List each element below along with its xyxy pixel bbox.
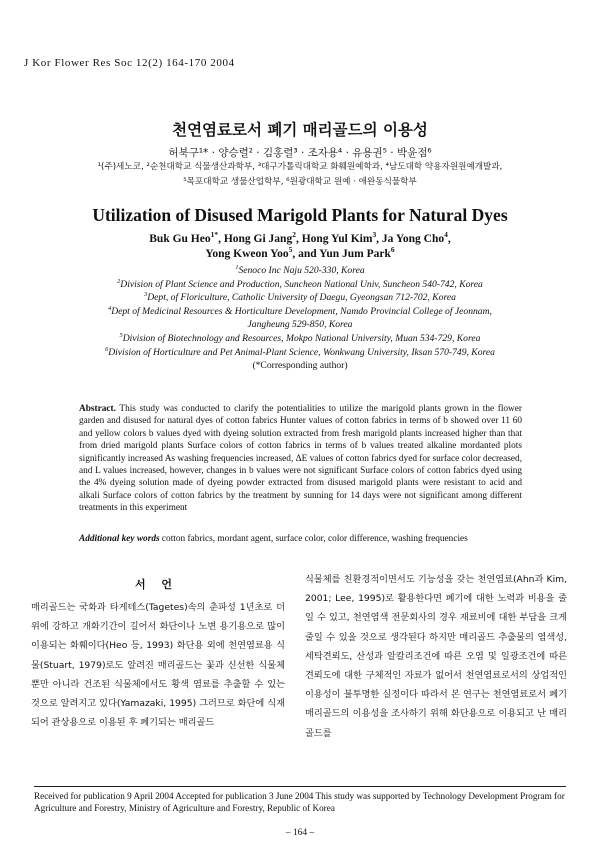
korean-authors: 허북구¹* · 양승렬² · 김홍렬³ · 조자용⁴ · 유용권⁵ · 박윤점⁶ <box>168 147 432 159</box>
page-number: – 164 – <box>285 828 315 838</box>
author-name: Hong Gi Jang <box>223 233 293 245</box>
author-line-2 <box>0 247 600 262</box>
section-heading: 서 언 <box>134 578 179 591</box>
abstract <box>79 403 522 515</box>
body-column-left: 매리골드는 국화과 타게테스(Tagetes)속의 춘파성 1년초로 더위에 강하고 개화기간이 길어서 화단이나 노변 용기용으로 많이 이용되는 화훼이다(Heo 등, 1993) 화단용 외에 천연염료용 식물(Stuart, 1979)로도 알려진 매리골드는 꽃과 신선한 식물체뿐만 아니라 건조된 식물체에서도 황색 염료를 추출할 수 있는 것으로 알려지고 있다(Yamazaki, 1995) 그러므로 화단에 식재되어 관상용으로 이용된 후 폐기되는 매리골드 <box>31 602 285 729</box>
author-sep: , <box>218 233 224 245</box>
author-name: Yong Kweon Yoo <box>205 248 289 260</box>
author-sup: 1* <box>210 230 219 240</box>
author-sup: 6 <box>390 245 395 255</box>
author-name: Buk Gu Heo <box>149 233 211 245</box>
author-sup: 4 <box>444 230 448 240</box>
abstract-label: Abstract. <box>79 404 116 414</box>
korean-title: 천연염료로서 폐기 매리골드의 이용성 <box>172 121 428 139</box>
affiliation-line: $^6$Division of Horticulture and Pet Animal-Plant Science, Wonkwang University, Iksan 570-749, Korea <box>105 345 495 358</box>
english-title: Utilization of Disused Marigold Plants for Natural Dyes <box>92 205 508 225</box>
affiliation-line: $^4$Dept of Medicinal Resources & Horticulture Development, Namdo Provincial College of Jeonnam, <box>108 304 492 317</box>
author-sep: , <box>295 233 302 245</box>
author-sup: 2 <box>292 230 296 240</box>
author-sup: 3 <box>372 230 377 240</box>
korean-affiliations <box>20 160 580 190</box>
author-sep: , <box>447 233 451 245</box>
author-sep: , <box>376 233 382 245</box>
abstract-text: This study was conducted to clarify the potentialities to utilize the marigold plants grown in the flower garden and disused for natural dyes of cotton fabrics Hunter values of cotton fabrics in terms of b showed over 11 60 and yellow colors b values dyed with dyeing solution extracted from fresh marigold plants increased higher than that from dried marigold plants Surface colors of cotton fabrics in terms of b values treated alkaline mordanted plots significantly increased As washing frequencies increased, ΔE values of cotton fabrics dyed for surface color decreased, and L values increased, however, changes in b values were not significant Surface colors of cotton fabrics dyed using the 4% dyeing solution made of dyeing powder extracted from disused marigold plants were resistant to acid and alkali Surface colors of cotton fabrics by the treatment by sunning for 14 days were not significant among different treatments in this experiment <box>79 404 523 514</box>
keywords-text: cotton fabrics, mordant agent, surface color, color difference, washing frequencies <box>159 534 468 544</box>
author-line-1 <box>0 232 600 247</box>
keywords-label: Additional key words <box>79 534 160 544</box>
author-name: Yun Jum Park <box>319 248 391 260</box>
author-sup: 5 <box>288 245 293 255</box>
affiliation-line: Jangheung 529-850, Korea <box>247 319 353 331</box>
corresponding-author-note: (*Corresponding author) <box>252 360 348 372</box>
author-name: Hong Yul Kim <box>301 233 373 245</box>
body-column-right: 식물체를 친환경적이면서도 기능성을 갖는 천연염료(Ahn과 Kim, 2001; Lee, 1995)로 활용한다면 폐기에 대한 노력과 비용을 줄일 수 있고, 천연염색 전문회사의 경우 재료비에 대한 부담을 크게 줄일 수 있을 것으로 생각된다 하지만 매리골드 추출물의 염색성, 세탁견뢰도, 산성과 알칼리조건에 따른 오염 및 일광조건에 따른 견뢰도에 대한 구체적인 자료가 없어서 천연염료로서의 상업적인 이용성이 불투명한 실정이다 따라서 본 연구는 천연염료로서 폐기 매리골드의 이용성을 조사하기 위해 화단용으로 이용되고 난 매리골드를 <box>305 574 567 739</box>
korean-affiliation-line: ⁵목포대학교 생물산업학부, ⁶원광대학교 원예 · 애완동식물학부 <box>183 177 417 187</box>
author-sep: , and <box>292 248 320 260</box>
affiliation-line: $^3$Dept, of Floriculture, Catholic University of Daegu, Gyeongsan 712-702, Korea <box>144 291 456 304</box>
english-affiliations <box>20 264 580 373</box>
korean-affiliation-line: ¹(주)세노코, ²순천대학교 식물생산과학부, ³대구가톨릭대학교 화훼원예학과, ⁴남도대학 약용자원원예개발과, <box>97 162 503 172</box>
affiliation-line: $^2$Division of Plant Science and Production, Suncheon National Univ, Suncheon 540-742, Korea <box>117 277 483 290</box>
author-name: Ja Yong Cho <box>381 233 445 245</box>
english-authors <box>0 232 600 262</box>
footnote-divider <box>34 786 566 787</box>
keywords <box>79 533 522 545</box>
footnote: Received for publication 9 April 2004 Accepted for publication 3 June 2004 This study was supported by Technology Development Program for Agriculture and Forestry, Ministry of Agriculture and Forestry, Republic of Korea <box>34 791 565 813</box>
journal-citation: J Kor Flower Res Soc 12(2) 164-170 2004 <box>24 57 235 69</box>
affiliation-line: $^5$Division of Biotechnology and Resources, Mokpo National University, Muan 534-729, Korea <box>119 331 481 344</box>
affiliation-line: $^1$Senoco Inc Naju 520-330, Korea <box>235 263 365 276</box>
